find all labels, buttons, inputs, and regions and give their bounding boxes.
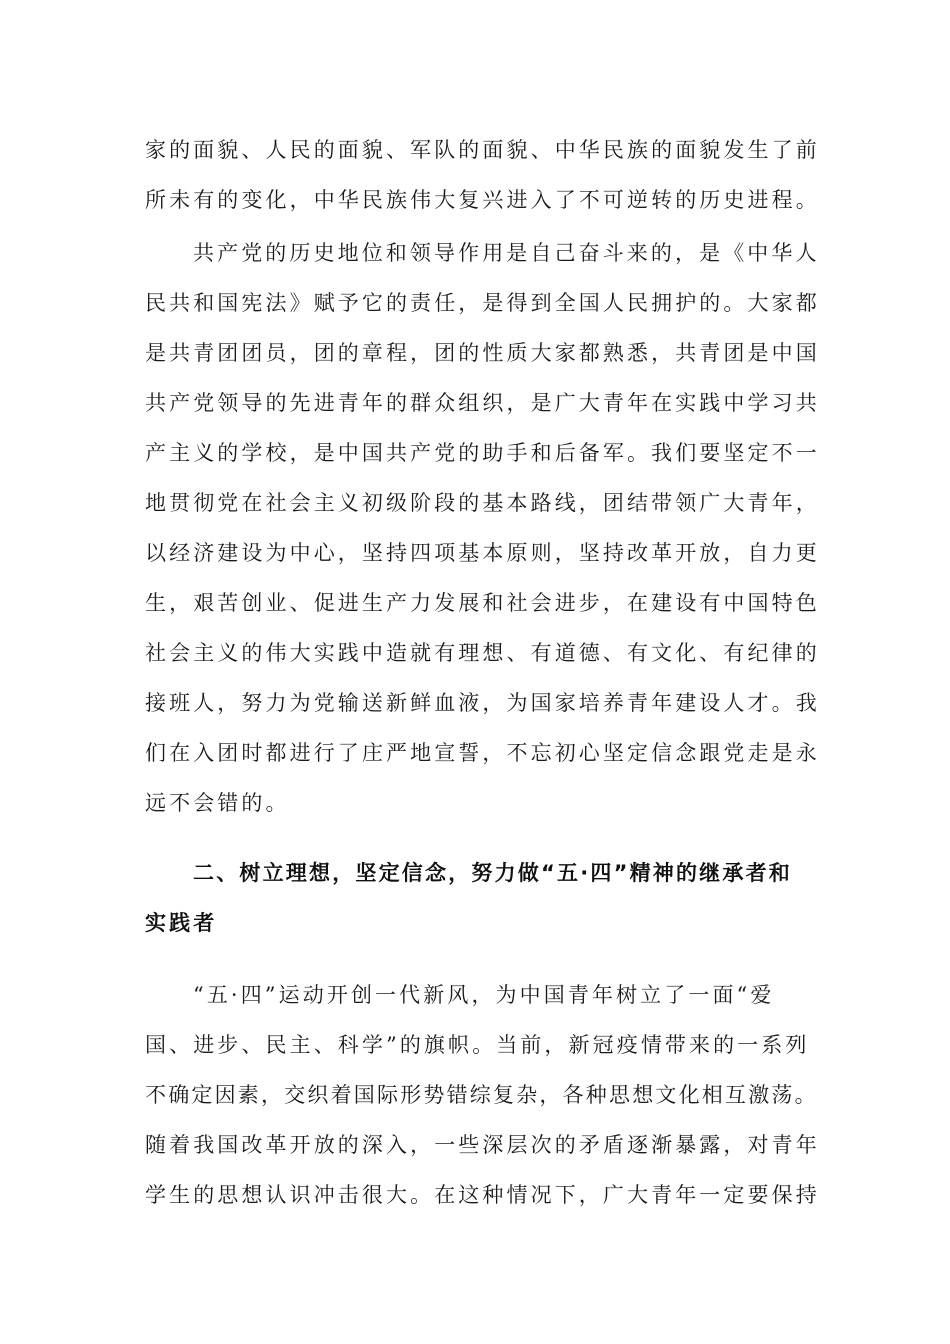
text-line: “五·四”运动开创一代新风，为中国青年树立了一面“爱 bbox=[193, 983, 775, 1007]
text-line: 社会主义的伟大实践中造就有理想、有道德、有文化、有纪律的 bbox=[145, 641, 820, 665]
text-line: 民共和国宪法》赋予它的责任，是得到全国人民拥护的。大家都 bbox=[145, 291, 820, 315]
text-line: 国、进步、民主、科学”的旗帜。当前，新冠疫情带来的一系列 bbox=[145, 1033, 810, 1057]
text-line: 共产党领导的先进青年的群众组织，是广大青年在实践中学习共 bbox=[145, 391, 820, 415]
text-line: 是共青团团员，团的章程，团的性质大家都熟悉，共青团是中国 bbox=[145, 341, 820, 365]
text-line: 们在入团时都进行了庄严地宣誓，不忘初心坚定信念跟党走是永 bbox=[145, 741, 820, 765]
text-line: 远不会错的。 bbox=[145, 791, 290, 815]
text-line: 家的面貌、人民的面貌、军队的面貌、中华民族的面貌发生了前 bbox=[145, 138, 820, 162]
text-line: 共产党的历史地位和领导作用是自己奋斗来的，是《中华人 bbox=[193, 241, 820, 265]
text-line: 接班人，努力为党输送新鲜血液，为国家培养青年建设人才。我 bbox=[145, 691, 820, 715]
text-line: 地贯彻党在社会主义初级阶段的基本路线，团结带领广大青年， bbox=[145, 491, 820, 515]
text-line: 随着我国改革开放的深入，一些深层次的矛盾逐渐暴露，对青年 bbox=[145, 1133, 820, 1157]
text-line: 以经济建设为中心，坚持四项基本原则，坚持改革开放，自力更 bbox=[145, 541, 820, 565]
text-line: 生，艰苦创业、促进生产力发展和社会进步，在建设有中国特色 bbox=[145, 591, 820, 615]
text-line: 学生的思想认识冲击很大。在这种情况下，广大青年一定要保持 bbox=[145, 1183, 820, 1207]
section-heading: 实践者 bbox=[145, 911, 218, 935]
text-line: 所未有的变化，中华民族伟大复兴进入了不可逆转的历史进程。 bbox=[145, 188, 820, 212]
text-line: 不确定因素，交织着国际形势错综复杂，各种思想文化相互激荡。 bbox=[145, 1083, 818, 1107]
section-heading: 二、树立理想，坚定信念，努力做“五·四”精神的继承者和 bbox=[193, 861, 792, 885]
text-line: 产主义的学校，是中国共产党的助手和后备军。我们要坚定不一 bbox=[145, 441, 820, 465]
